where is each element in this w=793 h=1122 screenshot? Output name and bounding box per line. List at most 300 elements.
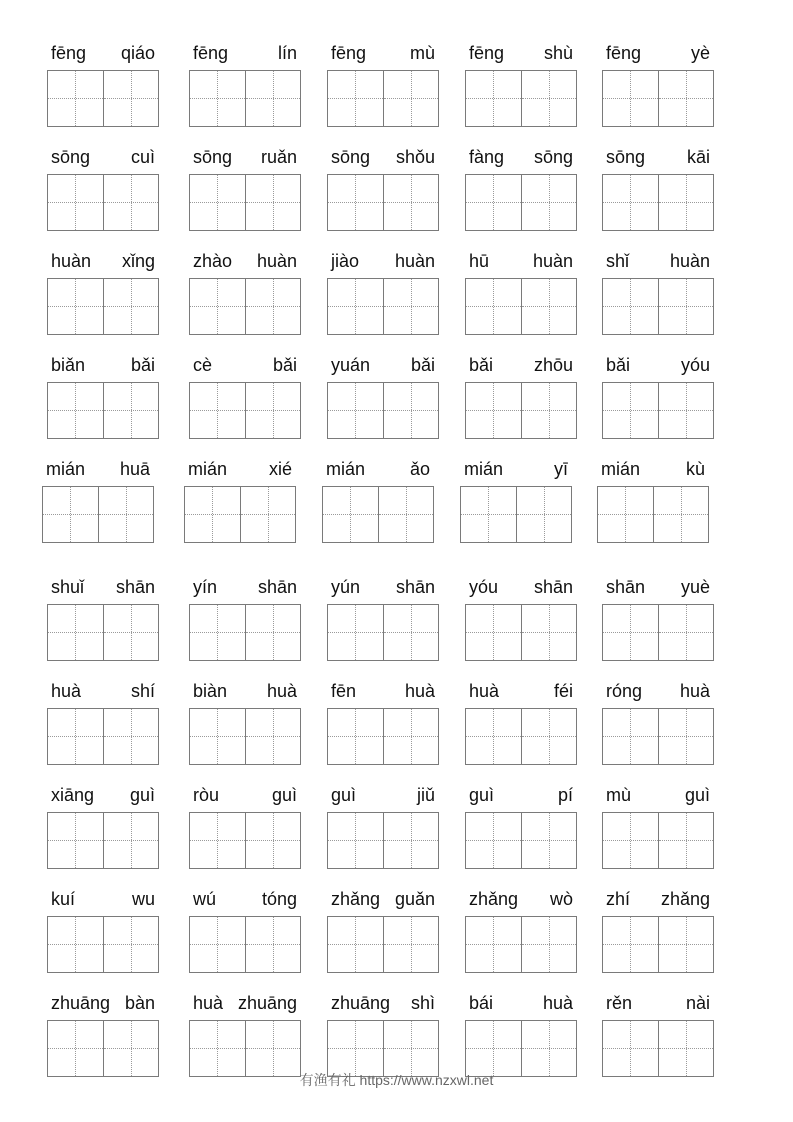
character-square[interactable] — [383, 709, 438, 764]
character-square[interactable] — [658, 71, 713, 126]
pinyin-label — [465, 352, 577, 378]
word-cell — [327, 248, 439, 348]
character-square[interactable] — [245, 175, 300, 230]
writing-grid — [465, 604, 577, 661]
character-square[interactable] — [653, 487, 708, 542]
pinyin-label — [602, 40, 714, 66]
character-square[interactable] — [516, 487, 571, 542]
pinyin-syllable-2: yóu — [680, 355, 710, 375]
character-square[interactable] — [103, 605, 158, 660]
character-square[interactable] — [48, 917, 103, 972]
pinyin-label — [184, 456, 296, 482]
character-square[interactable] — [658, 1021, 713, 1076]
writing-grid — [597, 486, 709, 543]
pinyin-syllable-2: shǒu — [395, 147, 435, 167]
pinyin-label — [327, 40, 439, 66]
word-cell — [189, 40, 301, 140]
word-cell — [327, 144, 439, 244]
pinyin-label — [322, 456, 434, 482]
pinyin-syllable-1: sōng — [51, 147, 91, 167]
word-cell — [42, 456, 154, 556]
character-square[interactable] — [378, 487, 433, 542]
pinyin-label — [42, 456, 154, 482]
pinyin-syllable-1: fēng — [193, 43, 229, 63]
character-square[interactable] — [658, 383, 713, 438]
pinyin-syllable-1: sōng — [331, 147, 371, 167]
character-square[interactable] — [658, 917, 713, 972]
pinyin-syllable-1: jiào — [331, 251, 360, 271]
character-square[interactable] — [328, 279, 383, 334]
pinyin-syllable-2: yī — [553, 459, 568, 479]
pinyin-syllable-1: mián — [46, 459, 86, 479]
writing-grid — [189, 70, 301, 127]
pinyin-syllable-2: wò — [549, 889, 573, 909]
pinyin-syllable-2: nài — [685, 993, 710, 1013]
word-cell — [189, 352, 301, 452]
character-square[interactable] — [190, 279, 245, 334]
character-square[interactable] — [48, 71, 103, 126]
pinyin-syllable-2: xié — [268, 459, 292, 479]
pinyin-syllable-1: kuí — [51, 889, 76, 909]
pinyin-syllable-2: sōng — [533, 147, 573, 167]
writing-grid — [465, 708, 577, 765]
pinyin-syllable-1: mián — [326, 459, 366, 479]
character-square[interactable] — [466, 175, 521, 230]
pinyin-syllable-2: huàn — [532, 251, 573, 271]
pinyin-syllable-2: huà — [404, 681, 435, 701]
pinyin-syllable-1: shǐ — [606, 251, 630, 271]
character-square[interactable] — [323, 487, 378, 542]
pinyin-syllable-1: cè — [193, 355, 213, 375]
writing-grid — [189, 604, 301, 661]
word-cell — [47, 678, 159, 778]
pinyin-syllable-2: huàn — [256, 251, 297, 271]
writing-grid — [465, 278, 577, 335]
writing-grid — [465, 382, 577, 439]
character-square[interactable] — [603, 917, 658, 972]
character-square[interactable] — [328, 383, 383, 438]
character-square[interactable] — [48, 175, 103, 230]
pinyin-label — [47, 782, 159, 808]
character-square[interactable] — [43, 487, 98, 542]
writing-grid — [42, 486, 154, 543]
writing-grid — [189, 382, 301, 439]
pinyin-syllable-1: bǎi — [469, 355, 494, 375]
word-cell — [465, 144, 577, 244]
character-square[interactable] — [383, 605, 438, 660]
character-square[interactable] — [48, 279, 103, 334]
pinyin-syllable-1: hū — [469, 251, 490, 271]
character-square[interactable] — [603, 279, 658, 334]
pinyin-label — [602, 782, 714, 808]
word-cell — [47, 574, 159, 674]
pinyin-syllable-1: zhuāng — [331, 993, 391, 1013]
character-square[interactable] — [466, 383, 521, 438]
writing-grid — [602, 1020, 714, 1077]
character-square[interactable] — [603, 1021, 658, 1076]
pinyin-label — [47, 574, 159, 600]
word-cell — [602, 40, 714, 140]
pinyin-syllable-1: shuǐ — [51, 577, 85, 597]
character-square[interactable] — [466, 605, 521, 660]
pinyin-syllable-1: wú — [193, 889, 217, 909]
character-square[interactable] — [245, 605, 300, 660]
character-square[interactable] — [658, 813, 713, 868]
pinyin-syllable-2: huà — [679, 681, 710, 701]
character-square[interactable] — [521, 1021, 576, 1076]
pinyin-label — [47, 40, 159, 66]
word-cell — [465, 40, 577, 140]
word-cell — [602, 782, 714, 882]
pinyin-syllable-1: mián — [464, 459, 504, 479]
writing-grid — [47, 174, 159, 231]
character-square[interactable] — [603, 175, 658, 230]
word-cell — [602, 886, 714, 986]
character-square[interactable] — [328, 1021, 383, 1076]
pinyin-syllable-2: wu — [131, 889, 155, 909]
writing-grid — [184, 486, 296, 543]
character-square[interactable] — [245, 813, 300, 868]
word-cell — [47, 248, 159, 348]
pinyin-label — [460, 456, 572, 482]
pinyin-label — [465, 40, 577, 66]
pinyin-syllable-1: sōng — [193, 147, 233, 167]
character-square[interactable] — [603, 71, 658, 126]
character-square[interactable] — [190, 1021, 245, 1076]
pinyin-label — [602, 352, 714, 378]
word-cell — [327, 678, 439, 778]
character-square[interactable] — [190, 71, 245, 126]
pinyin-syllable-1: shān — [606, 577, 646, 597]
word-cell — [322, 456, 434, 556]
writing-grid — [47, 278, 159, 335]
pinyin-syllable-1: mián — [601, 459, 641, 479]
character-square[interactable] — [466, 1021, 521, 1076]
character-square[interactable] — [328, 709, 383, 764]
writing-grid — [602, 70, 714, 127]
character-square[interactable] — [48, 1021, 103, 1076]
character-square[interactable] — [521, 383, 576, 438]
pinyin-syllable-2: guǎn — [394, 889, 435, 909]
character-square[interactable] — [48, 813, 103, 868]
pinyin-syllable-1: biǎn — [51, 355, 86, 375]
pinyin-label — [602, 886, 714, 912]
character-square[interactable] — [328, 71, 383, 126]
character-square[interactable] — [245, 917, 300, 972]
word-cell — [47, 40, 159, 140]
pinyin-syllable-2: shì — [410, 993, 435, 1013]
character-square[interactable] — [103, 175, 158, 230]
pinyin-syllable-2: yuè — [680, 577, 710, 597]
character-square[interactable] — [245, 279, 300, 334]
pinyin-syllable-1: mù — [606, 785, 632, 805]
pinyin-label — [602, 574, 714, 600]
pinyin-syllable-1: xiāng — [51, 785, 95, 805]
pinyin-syllable-2: zhōu — [533, 355, 573, 375]
pinyin-syllable-1: guì — [331, 785, 357, 805]
pinyin-syllable-1: zhǎng — [469, 889, 519, 909]
character-square[interactable] — [103, 813, 158, 868]
word-cell — [465, 574, 577, 674]
writing-grid — [602, 174, 714, 231]
word-cell — [327, 886, 439, 986]
pinyin-syllable-2: jiǔ — [416, 785, 435, 805]
pinyin-syllable-1: huàn — [51, 251, 92, 271]
character-square[interactable] — [190, 605, 245, 660]
pinyin-label — [327, 574, 439, 600]
character-square[interactable] — [466, 279, 521, 334]
writing-grid — [47, 812, 159, 869]
character-square[interactable] — [521, 709, 576, 764]
pinyin-label — [189, 40, 301, 66]
character-square[interactable] — [521, 917, 576, 972]
character-square[interactable] — [658, 709, 713, 764]
character-square[interactable] — [603, 383, 658, 438]
pinyin-label — [47, 990, 159, 1016]
pinyin-syllable-2: zhǎng — [660, 889, 710, 909]
pinyin-label — [189, 352, 301, 378]
character-square[interactable] — [190, 175, 245, 230]
pinyin-label — [47, 352, 159, 378]
pinyin-syllable-2: kāi — [686, 147, 710, 167]
character-square[interactable] — [383, 917, 438, 972]
writing-grid — [327, 1020, 439, 1077]
character-square[interactable] — [103, 1021, 158, 1076]
word-cell — [47, 886, 159, 986]
word-cell — [602, 144, 714, 244]
pinyin-syllable-1: bái — [469, 993, 494, 1013]
pinyin-syllable-2: bǎi — [410, 355, 435, 375]
character-square[interactable] — [190, 813, 245, 868]
pinyin-syllable-1: fàng — [469, 147, 505, 167]
word-cell — [602, 248, 714, 348]
character-square[interactable] — [103, 383, 158, 438]
character-square[interactable] — [521, 175, 576, 230]
character-square[interactable] — [245, 1021, 300, 1076]
pinyin-label — [602, 144, 714, 170]
character-square[interactable] — [466, 71, 521, 126]
writing-grid — [327, 382, 439, 439]
character-square[interactable] — [48, 709, 103, 764]
character-square[interactable] — [466, 813, 521, 868]
pinyin-syllable-2: guì — [684, 785, 710, 805]
writing-grid — [602, 604, 714, 661]
writing-grid — [47, 1020, 159, 1077]
pinyin-syllable-2: mù — [409, 43, 435, 63]
pinyin-syllable-2: huàn — [669, 251, 710, 271]
writing-grid — [47, 70, 159, 127]
character-square[interactable] — [185, 487, 240, 542]
pinyin-syllable-1: yuán — [331, 355, 371, 375]
character-square[interactable] — [383, 71, 438, 126]
character-square[interactable] — [190, 917, 245, 972]
word-cell — [327, 782, 439, 882]
pinyin-syllable-1: huà — [193, 993, 224, 1013]
word-cell — [327, 352, 439, 452]
pinyin-label — [189, 782, 301, 808]
word-cell — [327, 574, 439, 674]
pinyin-syllable-1: biàn — [193, 681, 228, 701]
pinyin-syllable-1: huà — [469, 681, 500, 701]
character-square[interactable] — [466, 917, 521, 972]
pinyin-syllable-2: huà — [266, 681, 297, 701]
pinyin-label — [602, 678, 714, 704]
pinyin-label — [47, 144, 159, 170]
character-square[interactable] — [521, 605, 576, 660]
pinyin-syllable-1: róng — [606, 681, 643, 701]
pinyin-label — [465, 144, 577, 170]
character-square[interactable] — [383, 383, 438, 438]
pinyin-syllable-2: shù — [543, 43, 573, 63]
pinyin-label — [327, 352, 439, 378]
word-cell — [189, 886, 301, 986]
pinyin-syllable-1: yín — [193, 577, 218, 597]
word-cell — [465, 782, 577, 882]
character-square[interactable] — [603, 709, 658, 764]
character-square[interactable] — [658, 175, 713, 230]
character-square[interactable] — [48, 605, 103, 660]
character-square[interactable] — [190, 709, 245, 764]
pinyin-label — [327, 886, 439, 912]
word-cell — [47, 144, 159, 244]
character-square[interactable] — [603, 605, 658, 660]
character-square[interactable] — [658, 279, 713, 334]
pinyin-syllable-2: yè — [690, 43, 710, 63]
pinyin-label — [602, 248, 714, 274]
pinyin-syllable-2: pí — [557, 785, 573, 805]
character-square[interactable] — [103, 709, 158, 764]
pinyin-syllable-1: bǎi — [606, 355, 631, 375]
character-square[interactable] — [383, 175, 438, 230]
pinyin-syllable-1: ròu — [193, 785, 220, 805]
writing-grid — [189, 708, 301, 765]
writing-grid — [189, 174, 301, 231]
writing-grid — [327, 604, 439, 661]
pinyin-syllable-2: bàn — [124, 993, 155, 1013]
pinyin-label — [189, 678, 301, 704]
pinyin-label — [465, 574, 577, 600]
pinyin-syllable-2: shān — [395, 577, 435, 597]
word-cell — [602, 678, 714, 778]
character-square[interactable] — [328, 605, 383, 660]
pinyin-syllable-2: bǎi — [272, 355, 297, 375]
word-cell — [460, 456, 572, 556]
pinyin-syllable-2: ǎo — [409, 459, 430, 479]
pinyin-syllable-1: zhǎng — [331, 889, 381, 909]
pinyin-syllable-1: zhào — [193, 251, 233, 271]
character-square[interactable] — [466, 709, 521, 764]
pinyin-syllable-1: yún — [331, 577, 361, 597]
word-cell — [465, 886, 577, 986]
pinyin-syllable-1: zhuāng — [51, 993, 111, 1013]
pinyin-label — [47, 678, 159, 704]
word-cell — [465, 678, 577, 778]
character-square[interactable] — [245, 709, 300, 764]
character-square[interactable] — [245, 71, 300, 126]
writing-grid — [327, 70, 439, 127]
pinyin-syllable-2: guì — [271, 785, 297, 805]
pinyin-label — [189, 886, 301, 912]
writing-grid — [465, 1020, 577, 1077]
writing-grid — [465, 174, 577, 231]
word-cell — [189, 144, 301, 244]
character-square[interactable] — [190, 383, 245, 438]
character-square[interactable] — [103, 917, 158, 972]
pinyin-syllable-2: huà — [542, 993, 573, 1013]
pinyin-syllable-1: fēng — [331, 43, 367, 63]
pinyin-label — [47, 248, 159, 274]
pinyin-label — [189, 248, 301, 274]
pinyin-label — [327, 248, 439, 274]
word-cell — [189, 574, 301, 674]
pinyin-syllable-2: bǎi — [130, 355, 155, 375]
word-cell — [327, 40, 439, 140]
writing-grid — [327, 278, 439, 335]
character-square[interactable] — [328, 175, 383, 230]
pinyin-syllable-2: shān — [533, 577, 573, 597]
pinyin-label — [189, 990, 301, 1016]
writing-grid — [602, 278, 714, 335]
pinyin-syllable-1: rěn — [606, 993, 633, 1013]
word-cell — [602, 574, 714, 674]
character-square[interactable] — [245, 383, 300, 438]
writing-grid — [327, 916, 439, 973]
pinyin-syllable-1: fēng — [469, 43, 505, 63]
writing-grid — [47, 382, 159, 439]
character-square[interactable] — [98, 487, 153, 542]
pinyin-syllable-2: qiáo — [120, 43, 155, 63]
character-square[interactable] — [103, 71, 158, 126]
pinyin-syllable-2: shí — [130, 681, 155, 701]
word-cell — [189, 248, 301, 348]
pinyin-syllable-1: yóu — [469, 577, 499, 597]
pinyin-syllable-2: shān — [115, 577, 155, 597]
character-square[interactable] — [598, 487, 653, 542]
character-square[interactable] — [240, 487, 295, 542]
pinyin-label — [327, 782, 439, 808]
pinyin-syllable-2: zhuāng — [237, 993, 297, 1013]
character-square[interactable] — [328, 917, 383, 972]
character-square[interactable] — [383, 813, 438, 868]
word-cell — [597, 456, 709, 556]
writing-grid — [465, 916, 577, 973]
word-cell — [184, 456, 296, 556]
character-square[interactable] — [521, 71, 576, 126]
character-square[interactable] — [603, 813, 658, 868]
word-cell — [189, 782, 301, 882]
writing-grid — [602, 382, 714, 439]
word-cell — [47, 352, 159, 452]
character-square[interactable] — [658, 605, 713, 660]
character-square[interactable] — [521, 813, 576, 868]
character-square[interactable] — [383, 1021, 438, 1076]
character-square[interactable] — [328, 813, 383, 868]
character-square[interactable] — [103, 279, 158, 334]
pinyin-syllable-1: mián — [188, 459, 228, 479]
pinyin-label — [327, 144, 439, 170]
character-square[interactable] — [383, 279, 438, 334]
pinyin-label — [189, 144, 301, 170]
word-cell — [465, 352, 577, 452]
pinyin-syllable-1: fēn — [331, 681, 357, 701]
character-square[interactable] — [48, 383, 103, 438]
pinyin-syllable-2: cuì — [130, 147, 155, 167]
character-square[interactable] — [521, 279, 576, 334]
pinyin-syllable-2: kù — [685, 459, 705, 479]
pinyin-label — [465, 248, 577, 274]
character-square[interactable] — [461, 487, 516, 542]
word-cell — [189, 678, 301, 778]
